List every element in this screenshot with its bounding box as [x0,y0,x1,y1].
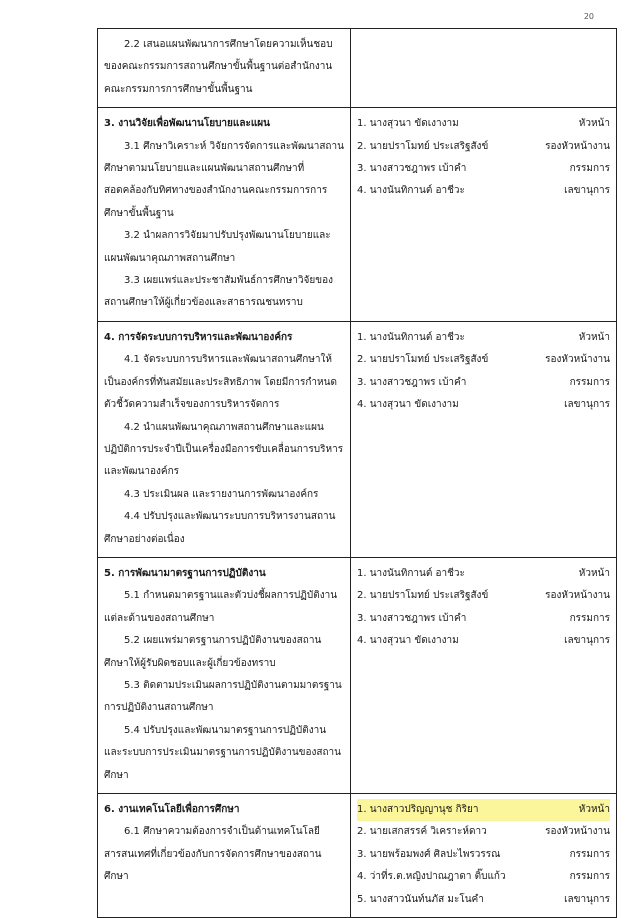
task-description-cell [98,29,351,108]
committee-member [357,349,610,371]
member-role: กรรมการ [569,871,610,883]
task-item: 3.3 เผยแพร่และประชาสัมพันธ์การศึกษาวิจัยของสถานศึกษาให้ผู้เกี่ยวข้องและสาธารณชนทราบ [104,275,333,309]
committee-member [357,866,610,888]
committee-cell [351,321,617,557]
task-item: 5.1 กำหนดมาตรฐานและตัวบ่งชี้ผลการปฏิบัติงานแต่ละด้านของสถานศึกษา [104,590,338,624]
member-role: รองหัวหน้างาน [545,140,610,152]
committee-member [357,180,610,202]
member-role: กรรมการ [569,612,610,624]
committee-cell [351,794,617,918]
member-role: กรรมการ [569,848,610,860]
member-name: 4. นางนันทิกานต์ อาชีวะ [357,185,465,197]
member-name: 3. นางสาวชฎาพร เบ้าคำ [357,612,467,624]
member-name: 2. นายปราโมทย์ ประเสริฐสังข์ [357,354,489,366]
task-item: 6.1 ศึกษาความต้องการจำเป็นด้านเทคโนโลยีสารสนเทศที่เกี่ยวข้องกับการจัดการศึกษาของสถานศึกษา [104,826,322,883]
task-item: 3.2 นำผลการวิจัยมาปรับปรุงพัฒนานโยบายและแผนพัฒนาคุณภาพสถานศึกษา [104,230,331,264]
member-role: กรรมการ [569,376,610,388]
table-row [98,321,617,557]
member-name: 1. นางสาวปริญญานุช กิริยา [357,804,479,815]
member-name: 3. นายพร้อมพงศ์ ศิลปะไพรวรรณ [357,848,501,860]
member-name: 5. นางสาวนันท์นภัส มะโนคำ [357,893,484,905]
member-name: 4. ว่าที่ร.ต.หญิงปาณฎาดา ติ๊บแก้ว [357,871,506,883]
member-role: หัวหน้า [578,804,610,815]
committee-cell [351,108,617,322]
member-role: เลขานุการ [564,635,610,647]
committee-member [357,327,610,349]
task-description-cell [98,108,351,322]
member-name: 4. นางสุวนา ขัดเงางาม [357,635,459,647]
duty-table-body [98,29,617,918]
committee-member [357,630,610,652]
member-role: หัวหน้า [578,567,610,579]
member-name: 2. นายเสกสรรค์ วิเคราะห์ดาว [357,826,487,838]
member-name: 3. นางสาวชฎาพร เบ้าคำ [357,376,467,388]
member-role: เลขานุการ [564,893,610,905]
task-item: 5.2 เผยแพร่มาตรฐานการปฏิบัติงานของสถานศึกษาให้ผู้รับผิดชอบและผู้เกี่ยวข้องทราบ [104,635,322,669]
committee-cell [351,557,617,793]
section-title: 3. งานวิจัยเพื่อพัฒนานโยบายและแผน [104,118,270,130]
member-role: กรรมการ [569,163,610,175]
committee-cell [351,29,617,108]
section-title: 5. การพัฒนามาตรฐานการปฏิบัติงาน [104,567,266,579]
committee-member [357,372,610,394]
member-name: 1. นางสุวนา ขัดเงางาม [357,118,459,130]
member-name: 2. นายปราโมทย์ ประเสริฐสังข์ [357,590,489,602]
task-item: 5.3 ติดตามประเมินผลการปฏิบัติงานตามมาตรฐานการปฏิบัติงานสถานศึกษา [104,679,342,714]
committee-member [357,821,610,843]
member-role: หัวหน้า [578,118,610,130]
member-name: 1. นางนันทิกานต์ อาชีวะ [357,567,465,579]
committee-member [357,608,610,630]
member-name: 1. นางนันทิกานต์ อาชีวะ [357,331,465,343]
member-role: รองหัวหน้างาน [545,354,610,366]
member-role: รองหัวหน้างาน [545,826,610,838]
task-item: 4.1 จัดระบบการบริหารและพัฒนาสถานศึกษาให้เป็นองค์กรที่ทันสมัยและประสิทธิภาพ โดยมีการกำหนดตัวชี้วัดความสำเร็จของการบริหารจัดการ [104,354,337,411]
task-item: 4.4 ปรับปรุงและพัฒนาระบบการบริหารงานสถานศึกษาอย่างต่อเนื่อง [104,511,336,545]
section-title: 6. งานเทคโนโลยีเพื่อการศึกษา [104,804,240,815]
committee-member [357,585,610,607]
committee-member [357,136,610,158]
committee-member [357,799,610,821]
task-item: 3.1 ศึกษาวิเคราะห์ วิจัยการจัดการและพัฒนาสถานศึกษาตามนโยบายและแผนพัฒนาสถานศึกษาที่สอดคล้องกับทิศทางของสำนักงานคณะกรรมการการศึกษาขั้นพื้นฐาน [104,140,344,219]
task-description-cell [98,794,351,918]
committee-member [357,113,610,135]
page-number: 20 [583,12,594,21]
member-role: หัวหน้า [578,331,610,343]
table-row [98,557,617,793]
task-item: 4.3 ประเมินผล และรายงานการพัฒนาองค์กร [124,488,319,500]
member-name: 3. นางสาวชฎาพร เบ้าคำ [357,163,467,175]
table-row [98,29,617,108]
member-role: เลขานุการ [564,185,610,197]
committee-member [357,844,610,866]
task-item: 5.4 ปรับปรุงและพัฒนามาตรฐานการปฏิบัติงานและระบบการประเมินมาตรฐานการปฏิบัติงานของสถานศึกษา [104,724,342,781]
task-item: 4.2 นำแผนพัฒนาคุณภาพสถานศึกษาและแผนปฏิบัติการประจำปีเป็นเครื่องมือการขับเคลื่อนการบริหารและพัฒนาองค์กร [104,421,344,478]
member-role: เลขานุการ [564,399,610,411]
committee-member [357,394,610,416]
task-description-cell [98,321,351,557]
committee-member [357,563,610,585]
duty-table [97,28,617,918]
committee-member [357,158,610,180]
member-role: รองหัวหน้างาน [545,590,610,602]
task-description-cell [98,557,351,793]
member-name: 2. นายปราโมทย์ ประเสริฐสังข์ [357,140,489,152]
section-title: 4. การจัดระบบการบริหารและพัฒนาองค์กร [104,331,293,343]
table-row [98,108,617,322]
table-row [98,794,617,918]
member-name: 4. นางสุวนา ขัดเงางาม [357,399,459,411]
task-item: 2.2 เสนอแผนพัฒนาการศึกษาโดยความเห็นชอบของคณะกรรมการสถานศึกษาขั้นพื้นฐานต่อสำนักงานคณะกรรมการการศึกษาขั้นพื้นฐาน [104,39,333,95]
